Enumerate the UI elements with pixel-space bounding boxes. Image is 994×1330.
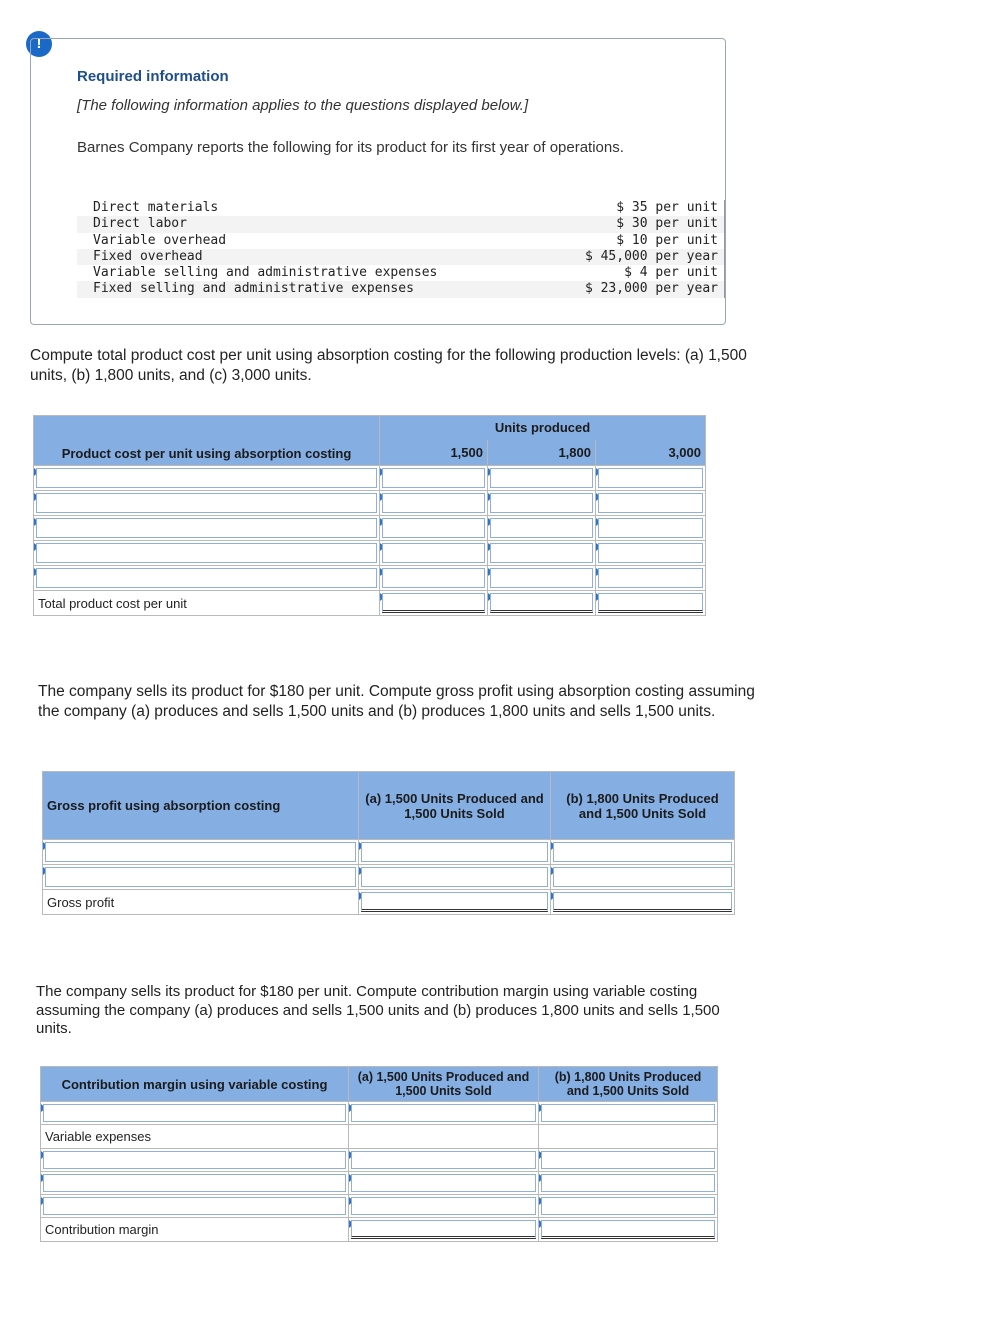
table-row — [43, 840, 735, 865]
total-cell[interactable] — [349, 1218, 539, 1242]
amount-input[interactable] — [361, 867, 548, 887]
empty-cell — [539, 1125, 718, 1149]
total-input[interactable] — [541, 1220, 715, 1239]
line-label-cell[interactable] — [41, 1195, 349, 1218]
line-label-cell[interactable] — [41, 1172, 349, 1195]
table-row — [41, 1195, 718, 1218]
section-row — [41, 1125, 718, 1149]
total-cell[interactable] — [596, 591, 706, 616]
total-input[interactable] — [361, 892, 548, 912]
amount-input[interactable] — [598, 468, 703, 488]
amount-input[interactable] — [351, 1174, 536, 1192]
cost-row — [77, 281, 725, 297]
cost-item-label-input[interactable] — [36, 493, 377, 513]
amount-cell[interactable] — [596, 541, 706, 566]
question-2-text: The company sells its product for $180 per unit. Compute gross profit using absorption costing assuming the company (a) produces and sells 1,500 units and (b) produces 1,800 units and sells 1,500 units. — [38, 683, 755, 720]
line-label-input[interactable] — [43, 1197, 346, 1215]
total-input[interactable] — [351, 1220, 536, 1239]
amount-cell[interactable] — [349, 1149, 539, 1172]
column-header-1800: 1,800 — [488, 440, 596, 466]
total-cell[interactable] — [488, 591, 596, 616]
cost-value: $ 30 per unit — [564, 216, 724, 232]
amount-cell[interactable] — [551, 865, 735, 890]
amount-input[interactable] — [598, 568, 703, 588]
cost-item-label-input[interactable] — [36, 518, 377, 538]
column-header-3000: 3,000 — [596, 440, 706, 466]
column-header-a: (a) 1,500 Units Produced and 1,500 Units Sold — [349, 1067, 539, 1102]
amount-input[interactable] — [351, 1197, 536, 1215]
total-input[interactable] — [553, 892, 732, 912]
amount-cell[interactable] — [349, 1102, 539, 1125]
empty-cell — [349, 1125, 539, 1149]
amount-cell[interactable] — [539, 1172, 718, 1195]
table-row — [43, 865, 735, 890]
cost-row — [77, 265, 725, 281]
info-paragraph: Barnes Company reports the following for its product for its first year of operations. — [77, 139, 624, 156]
line-label-cell[interactable] — [43, 840, 359, 865]
contribution-margin-label: Contribution margin — [41, 1218, 349, 1242]
amount-cell[interactable] — [539, 1102, 718, 1125]
column-header-b: (b) 1,800 Units Produced and 1,500 Units Sold — [551, 772, 735, 840]
amount-input[interactable] — [490, 468, 593, 488]
table-row — [34, 466, 706, 491]
required-info-panel — [30, 38, 726, 325]
amount-cell[interactable] — [380, 466, 488, 491]
table-row — [41, 1149, 718, 1172]
product-cost-table — [33, 415, 706, 616]
line-label-input[interactable] — [43, 1104, 346, 1122]
cost-value: $ 35 per unit — [564, 200, 724, 216]
amount-input[interactable] — [598, 493, 703, 513]
product-cost-header: Product cost per unit using absorption costing — [34, 416, 380, 466]
table-row — [34, 566, 706, 591]
cost-value: $ 4 per unit — [564, 265, 724, 281]
cost-item-label-input[interactable] — [36, 468, 377, 488]
cost-label: Direct materials — [93, 200, 219, 215]
total-row — [34, 591, 706, 616]
info-title: Required information — [77, 68, 229, 85]
amount-cell[interactable] — [359, 865, 551, 890]
cost-label: Variable selling and administrative expenses — [93, 265, 438, 281]
amount-cell[interactable] — [596, 566, 706, 591]
amount-input[interactable] — [541, 1104, 715, 1122]
line-label-cell[interactable] — [41, 1149, 349, 1172]
info-note: [The following information applies to the questions displayed below.] — [77, 97, 529, 114]
total-product-cost-label: Total product cost per unit — [34, 591, 380, 616]
total-row — [41, 1218, 718, 1242]
amount-input[interactable] — [598, 543, 703, 563]
cost-item-label-input[interactable] — [36, 543, 377, 563]
amount-cell[interactable] — [349, 1195, 539, 1218]
amount-input[interactable] — [490, 518, 593, 538]
cost-label: Direct labor — [77, 216, 564, 232]
total-cell[interactable] — [539, 1218, 718, 1242]
line-label-input[interactable] — [45, 867, 356, 887]
line-label-cell[interactable] — [41, 1102, 349, 1125]
gross-profit-table — [42, 771, 735, 915]
cost-label: Fixed overhead — [77, 249, 564, 265]
table-row — [34, 516, 706, 541]
amount-input[interactable] — [361, 842, 548, 862]
total-cell[interactable] — [380, 591, 488, 616]
amount-input[interactable] — [598, 518, 703, 538]
cost-value: $ 45,000 per year — [564, 249, 724, 265]
amount-input[interactable] — [541, 1174, 715, 1192]
amount-cell[interactable] — [488, 466, 596, 491]
amount-cell[interactable] — [349, 1172, 539, 1195]
total-cell[interactable] — [551, 890, 735, 915]
cost-row — [77, 249, 725, 265]
amount-input[interactable] — [553, 867, 732, 887]
cost-value: $ 10 per unit — [564, 233, 724, 249]
total-input[interactable] — [382, 593, 485, 613]
gross-profit-header: Gross profit using absorption costing — [43, 772, 359, 840]
amount-cell[interactable] — [488, 491, 596, 516]
question-3-text: The company sells its product for $180 per unit. Compute contribution margin using variable costing assuming the company (a) produces and sells 1,500 units and (b) produces 1,800 units and sells 1,500 units. — [36, 983, 720, 1037]
amount-input[interactable] — [351, 1104, 536, 1122]
cost-item-label-cell[interactable] — [34, 466, 380, 491]
cost-item-label-cell[interactable] — [34, 566, 380, 591]
amount-input[interactable] — [382, 468, 485, 488]
amount-cell[interactable] — [380, 516, 488, 541]
cost-label: Fixed selling and administrative expenses — [77, 281, 564, 297]
amount-input[interactable] — [382, 543, 485, 563]
contribution-margin-table — [40, 1066, 718, 1242]
line-label-cell[interactable] — [43, 865, 359, 890]
amount-input[interactable] — [351, 1151, 536, 1169]
total-input[interactable] — [490, 593, 593, 613]
total-row — [43, 890, 735, 915]
cost-label: Variable overhead — [93, 232, 227, 248]
cost-data-table — [77, 200, 725, 298]
amount-cell[interactable] — [596, 516, 706, 541]
cost-item-label-input[interactable] — [36, 568, 377, 588]
column-header-1500: 1,500 — [380, 440, 488, 466]
gross-profit-label: Gross profit — [43, 890, 359, 915]
amount-input[interactable] — [490, 568, 593, 588]
line-label-input[interactable] — [45, 842, 356, 862]
amount-cell[interactable] — [596, 466, 706, 491]
line-label-input[interactable] — [43, 1174, 346, 1192]
amount-input[interactable] — [490, 543, 593, 563]
amount-input[interactable] — [382, 493, 485, 513]
amount-cell[interactable] — [488, 566, 596, 591]
table-row — [41, 1102, 718, 1125]
question-1-text: Compute total product cost per unit using absorption costing for the following production levels: (a) 1,500 units, (b) 1,800 units, and (c) 3,000 units. — [30, 347, 747, 384]
cost-item-label-cell[interactable] — [34, 541, 380, 566]
amount-cell[interactable] — [488, 516, 596, 541]
table-row — [41, 1172, 718, 1195]
amount-cell[interactable] — [539, 1149, 718, 1172]
column-header-b: (b) 1,800 Units Produced and 1,500 Units Sold — [539, 1067, 718, 1102]
line-label-input[interactable] — [43, 1151, 346, 1169]
amount-input[interactable] — [382, 518, 485, 538]
cost-item-label-cell[interactable] — [34, 516, 380, 541]
amount-cell[interactable] — [380, 491, 488, 516]
amount-cell[interactable] — [380, 566, 488, 591]
cost-row — [77, 233, 725, 249]
total-cell[interactable] — [359, 890, 551, 915]
column-header-a: (a) 1,500 Units Produced and 1,500 Units Sold — [359, 772, 551, 840]
amount-input[interactable] — [541, 1151, 715, 1169]
amount-input[interactable] — [382, 568, 485, 588]
alert-icon: ! — [26, 31, 52, 57]
amount-cell[interactable] — [380, 541, 488, 566]
amount-cell[interactable] — [551, 840, 735, 865]
total-input[interactable] — [598, 593, 703, 613]
table-row — [34, 491, 706, 516]
units-produced-header: Units produced — [380, 416, 706, 440]
contribution-margin-header: Contribution margin using variable costing — [41, 1067, 349, 1102]
cost-value: $ 23,000 per year — [564, 281, 724, 297]
table-row — [34, 541, 706, 566]
amount-cell[interactable] — [359, 840, 551, 865]
cost-item-label-cell[interactable] — [34, 491, 380, 516]
amount-cell[interactable] — [539, 1195, 718, 1218]
amount-input[interactable] — [553, 842, 732, 862]
amount-cell[interactable] — [596, 491, 706, 516]
amount-input[interactable] — [490, 493, 593, 513]
cost-row — [77, 216, 725, 232]
cost-row — [77, 200, 725, 216]
amount-input[interactable] — [541, 1197, 715, 1215]
variable-expenses-label: Variable expenses — [41, 1125, 349, 1149]
amount-cell[interactable] — [488, 541, 596, 566]
